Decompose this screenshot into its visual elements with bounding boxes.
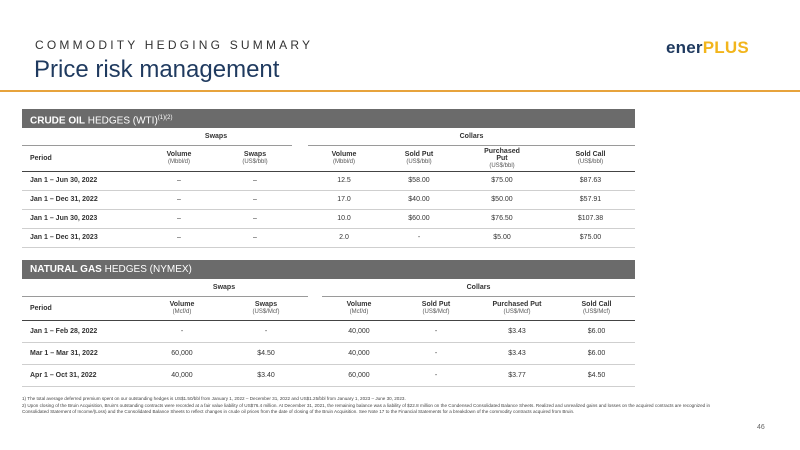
swap-volume-column-header: Volume (Mbbl/d) [140,145,218,171]
table-row [22,342,635,364]
purchased-put-cell: $3.43 [476,320,558,342]
collar-volume-column-header: Volume (Mbbl/d) [308,145,380,171]
swaps-price-column-header: Swaps (US$/bbl) [218,145,292,171]
swap-volume-cell: – [140,228,218,247]
gap-header [308,279,322,296]
table-row [22,171,635,190]
gap-cell [292,228,308,247]
natural-gas-section-header [22,260,635,279]
blank-header [22,128,140,145]
crude-oil-footnote-ref: (1)(2) [157,115,173,121]
enerplus-logo [666,38,749,58]
purchased-put-cell: $3.77 [476,364,558,386]
period-column-header: Period [22,296,140,320]
sold-put-column-header: Sold Put (US$/bbl) [380,145,458,171]
swap-volume-column-header: Volume (Mcf/d) [140,296,224,320]
logo-text-ener: ener [666,38,703,57]
period-cell: Jan 1 – Jun 30, 2023 [22,209,140,228]
sold-call-cell: $57.91 [546,190,635,209]
swap-volume-cell: – [140,209,218,228]
collar-volume-cell: 12.5 [308,171,380,190]
swaps-price-cell: – [218,171,292,190]
natural-gas-hedges-table [22,279,635,387]
sold-call-column-header: Sold Call (US$/Mcf) [558,296,635,320]
gap-cell [292,190,308,209]
period-cell: Jan 1 – Feb 28, 2022 [22,320,140,342]
sold-call-cell: $4.50 [558,364,635,386]
gap-cell [308,364,322,386]
purchased-put-column-header: Purchased Put (US$/bbl) [458,145,546,171]
gap-cell [308,320,322,342]
gap-header [308,296,322,320]
swaps-price-cell: $4.50 [224,342,308,364]
sold-put-cell: $40.00 [380,190,458,209]
period-cell: Jan 1 – Jun 30, 2022 [22,171,140,190]
sold-put-cell: $60.00 [380,209,458,228]
sold-call-cell: $107.38 [546,209,635,228]
swaps-price-cell: - [224,320,308,342]
period-cell: Jan 1 – Dec 31, 2023 [22,228,140,247]
sold-call-cell: $87.63 [546,171,635,190]
page-title: Price risk management [34,56,280,83]
sold-call-cell: $75.00 [546,228,635,247]
crude-oil-hedges-table [22,128,635,248]
sold-put-cell: $58.00 [380,171,458,190]
sold-put-cell: - [396,364,476,386]
gap-header [292,145,308,171]
table-row [22,209,635,228]
table-row [22,190,635,209]
collar-volume-cell: 40,000 [322,320,396,342]
swaps-group-header: Swaps [140,279,308,296]
natural-gas-section-bold: NATURAL GAS [30,264,102,275]
logo-text-plus: PLUS [702,38,749,57]
swap-volume-cell: 40,000 [140,364,224,386]
period-cell: Mar 1 – Mar 31, 2022 [22,342,140,364]
swaps-price-cell: – [218,190,292,209]
collar-volume-cell: 40,000 [322,342,396,364]
crude-oil-section-header [22,109,635,128]
crude-oil-section-rest: HEDGES (WTI) [85,115,158,127]
footnote-2: 2) Upon closing of the Bruin Acquisition, Bruin's outstanding contracts were recorded at a fair value liability of US$76.4 million. At December 31, 2021, the remaining balance was a liability of $22.8 million on the Condensed Consolidated Balance Sheets. Realized and unrealized gains and losses on the acquired contracts are recognized in Consolidated Statement of Income/(Loss) and the Consolidated Balance Sheets to reflect changes in crude oil prices from the date of closing of the Bruin Acquisition. See Note 17 to the Financial Statements for a breakdown of the commodity contracts acquired from Bruin. [22,402,711,415]
sold-put-cell: - [380,228,458,247]
collar-volume-cell: 17.0 [308,190,380,209]
purchased-put-column-header: Purchased Put (US$/Mcf) [476,296,558,320]
crude-oil-section-bold: CRUDE OIL [30,115,85,127]
blank-header [22,279,140,296]
title-divider [0,90,800,92]
page-number: 46 [757,424,765,431]
footnotes [22,396,722,416]
sold-call-column-header: Sold Call (US$/bbl) [546,145,635,171]
swap-volume-cell: 60,000 [140,342,224,364]
footnote-1: 1) The total average deferred premium spent on our outstanding hedges is US$1.50/bbl from January 1, 2022 – December 31, 2022 and US$1.25/bbl from January 1, 2023 – June 30, 2023. [22,396,406,401]
table-row [22,320,635,342]
collar-volume-cell: 10.0 [308,209,380,228]
purchased-put-cell: $5.00 [458,228,546,247]
sold-put-cell: - [396,342,476,364]
collar-volume-cell: 2.0 [308,228,380,247]
collars-group-header: Collars [308,128,635,145]
period-cell: Jan 1 – Dec 31, 2022 [22,190,140,209]
sold-put-column-header: Sold Put (US$/Mcf) [396,296,476,320]
swaps-price-cell: – [218,228,292,247]
purchased-put-cell: $3.43 [476,342,558,364]
swaps-price-column-header: Swaps (US$/Mcf) [224,296,308,320]
swaps-group-header: Swaps [140,128,292,145]
collar-volume-cell: 60,000 [322,364,396,386]
sold-call-cell: $6.00 [558,320,635,342]
collars-group-header: Collars [322,279,635,296]
natural-gas-section-rest: HEDGES (NYMEX) [101,264,192,275]
period-cell: Apr 1 – Oct 31, 2022 [22,364,140,386]
purchased-put-cell: $76.50 [458,209,546,228]
gap-cell [308,342,322,364]
sold-call-cell: $6.00 [558,342,635,364]
swap-volume-cell: – [140,190,218,209]
collar-volume-column-header: Volume (Mcf/d) [322,296,396,320]
gap-cell [292,209,308,228]
swaps-price-cell: – [218,209,292,228]
period-column-header: Period [22,145,140,171]
table-row [22,228,635,247]
table-row [22,364,635,386]
page-eyebrow: COMMODITY HEDGING SUMMARY [35,38,314,52]
gap-cell [292,171,308,190]
swaps-price-cell: $3.40 [224,364,308,386]
sold-put-cell: - [396,320,476,342]
purchased-put-cell: $50.00 [458,190,546,209]
gap-header [292,128,308,145]
swap-volume-cell: – [140,171,218,190]
purchased-put-cell: $75.00 [458,171,546,190]
swap-volume-cell: - [140,320,224,342]
